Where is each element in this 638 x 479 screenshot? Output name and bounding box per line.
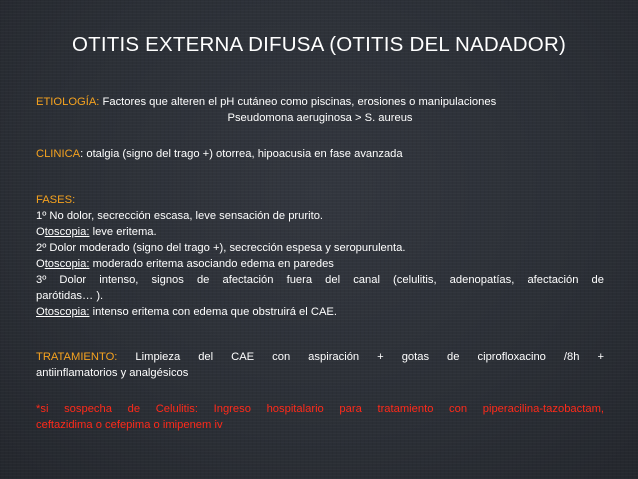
slide-body — [36, 94, 604, 433]
fase-3: 3º Dolor intenso, signos de afectación fuera del canal (celulitis, adenopatías, afectación de — [36, 274, 604, 286]
etiologia-pathogens: Pseudomona aeruginosa > S. aureus — [227, 112, 413, 124]
otoscopia-3 — [36, 304, 604, 320]
otoscopia-1-label: toscopia: — [44, 226, 90, 238]
otoscopia-2-initial: O — [36, 258, 45, 270]
fase-3-continuation: parótidas… ). — [36, 290, 104, 302]
celulitis-note: *si sospecha de Celulitis: Ingreso hospitalario para tratamiento con piperacilina-tazobactam, — [36, 403, 604, 415]
otoscopia-2 — [36, 256, 604, 272]
clinica-label: CLINICA — [36, 148, 81, 160]
etiologia-text: Factores que alteren el pH cutáneo como piscinas, erosiones o manipulaciones — [99, 96, 497, 108]
clinica-line — [36, 146, 604, 162]
fase-2: 2º Dolor moderado (signo del trago +), secrección espesa y seropurulenta. — [36, 242, 406, 254]
slide-title: OTITIS EXTERNA DIFUSA (OTITIS DEL NADADOR) — [71, 33, 566, 56]
clinica-text: : otalgia (signo del trago +) otorrea, hipoacusia en fase avanzada — [80, 148, 403, 160]
otoscopia-2-text: moderado eritema asociando edema en paredes — [89, 258, 334, 270]
celulitis-note-continuation: ceftazidima o cefepima o imipenem iv — [36, 419, 223, 431]
otoscopia-1 — [36, 224, 604, 240]
otoscopia-1-text: leve eritema. — [89, 226, 157, 238]
etiologia-label: ETIOLOGÍA: — [36, 96, 100, 108]
etiologia-line — [36, 94, 604, 110]
otoscopia-1-initial: O — [36, 226, 45, 238]
otoscopia-3-text: intenso eritema con edema que obstruirá el CAE. — [89, 306, 337, 318]
fases-label: FASES: — [36, 194, 76, 206]
tratamiento-text: Limpieza del CAE con aspiración + gotas de ciprofloxacino /8h + — [117, 351, 604, 363]
fase-1: 1º No dolor, secrección escasa, leve sensación de prurito. — [36, 210, 324, 222]
tratamiento-line — [36, 349, 604, 365]
otoscopia-3-label: Otoscopia: — [36, 306, 90, 318]
tratamiento-label: TRATAMIENTO: — [36, 351, 118, 363]
tratamiento-continuation: antiinflamatorios y analgésicos — [36, 367, 189, 379]
otoscopia-2-label: toscopia: — [44, 258, 90, 270]
